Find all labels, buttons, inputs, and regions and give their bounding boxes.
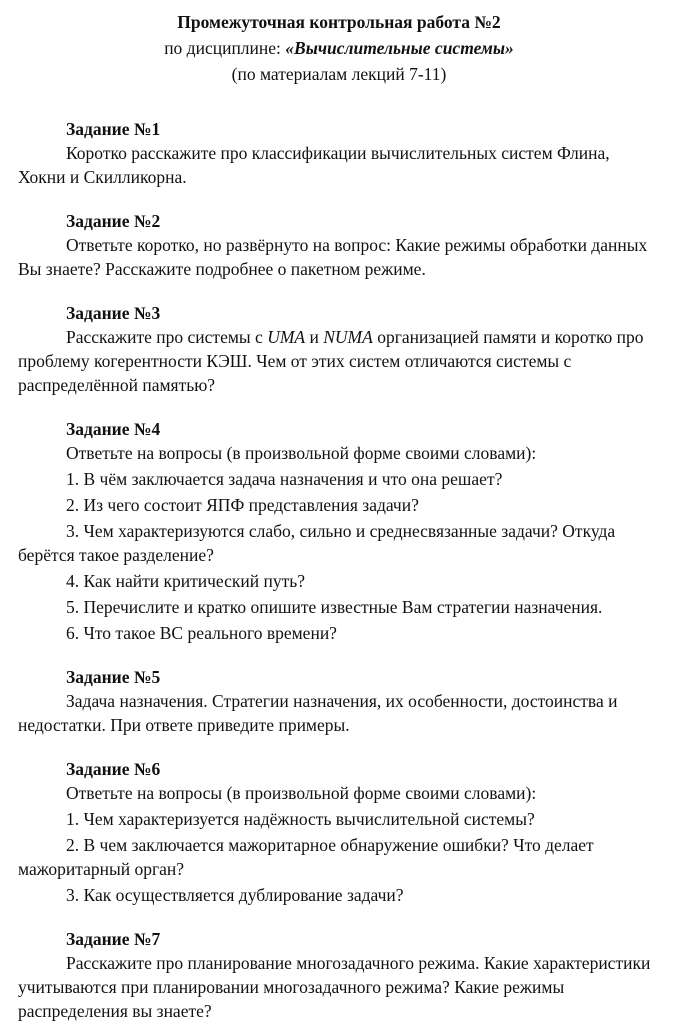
- question-list: [18, 467, 660, 645]
- task-heading: Задание №3: [66, 303, 161, 323]
- question-item: 4. Как найти критический путь?: [66, 571, 305, 591]
- task-text-part: и: [305, 327, 324, 347]
- question-item: 1. Чем характеризуется надёжность вычислительной системы?: [66, 809, 535, 829]
- question-item: 2. Из чего состоит ЯПФ представления задачи?: [66, 495, 419, 515]
- task-3: [18, 301, 660, 397]
- term-numa: NUMA: [323, 327, 373, 347]
- question-item: 5. Перечислите и кратко опишите известные Вам стратегии назначения.: [66, 597, 603, 617]
- task-text: [18, 325, 660, 397]
- task-heading: Задание №1: [66, 119, 161, 139]
- task-heading: Задание №5: [66, 667, 161, 687]
- task-intro: Ответьте на вопросы (в произвольной форме своими словами):: [66, 783, 537, 803]
- task-heading: Задание №6: [66, 759, 161, 779]
- task-text-part: организацией памяти и коротко про проблему когерентности КЭШ. Чем от этих систем отличаются системы с распределённой памятью?: [18, 327, 644, 395]
- task-text-part: Расскажите про системы с: [66, 327, 268, 347]
- discipline-line: [18, 35, 660, 61]
- task-2: [18, 209, 660, 281]
- task-6: [18, 757, 660, 907]
- task-text: Ответьте коротко, но развёрнуто на вопрос: Какие режимы обработки данных Вы знаете? Расскажите подробнее о пакетном режиме.: [18, 235, 648, 279]
- term-uma: UMA: [267, 327, 306, 347]
- task-intro: Ответьте на вопросы (в произвольной форме своими словами):: [66, 443, 537, 463]
- task-heading: Задание №4: [66, 419, 161, 439]
- task-1: [18, 117, 660, 189]
- question-item: 3. Чем характеризуются слабо, сильно и среднесвязанные задачи? Откуда берётся такое разделение?: [18, 521, 616, 565]
- question-item: 2. В чем заключается мажоритарное обнаружение ошибки? Что делает мажоритарный орган?: [18, 835, 594, 879]
- task-text: Задача назначения. Стратегии назначения, их особенности, достоинства и недостатки. При ответе приведите примеры.: [18, 691, 618, 735]
- task-5: [18, 665, 660, 737]
- question-item: 3. Как осуществляется дублирование задачи?: [66, 885, 404, 905]
- task-text: Расскажите про планирование многозадачного режима. Какие характеристики учитываются при планировании многозадачного режима? Какие режимы распределения вы знаете?: [18, 953, 651, 1021]
- question-list: [18, 807, 660, 907]
- discipline-name: «Вычислительные системы»: [285, 38, 514, 58]
- discipline-prefix: по дисциплине:: [164, 38, 286, 58]
- task-4: [18, 417, 660, 645]
- task-text: Коротко расскажите про классификации вычислительных систем Флина, Хокни и Скилликорна.: [18, 143, 610, 187]
- task-heading: Задание №2: [66, 211, 161, 231]
- document-title: Промежуточная контрольная работа №2: [177, 12, 501, 32]
- question-item: 6. Что такое ВС реального времени?: [66, 623, 337, 643]
- document-header: [18, 9, 660, 87]
- document-subtitle: (по материалам лекций 7-11): [231, 64, 447, 84]
- question-item: 1. В чём заключается задача назначения и что она решает?: [66, 469, 503, 489]
- task-7: [18, 927, 660, 1023]
- task-heading: Задание №7: [66, 929, 161, 949]
- task-list: [18, 117, 660, 1023]
